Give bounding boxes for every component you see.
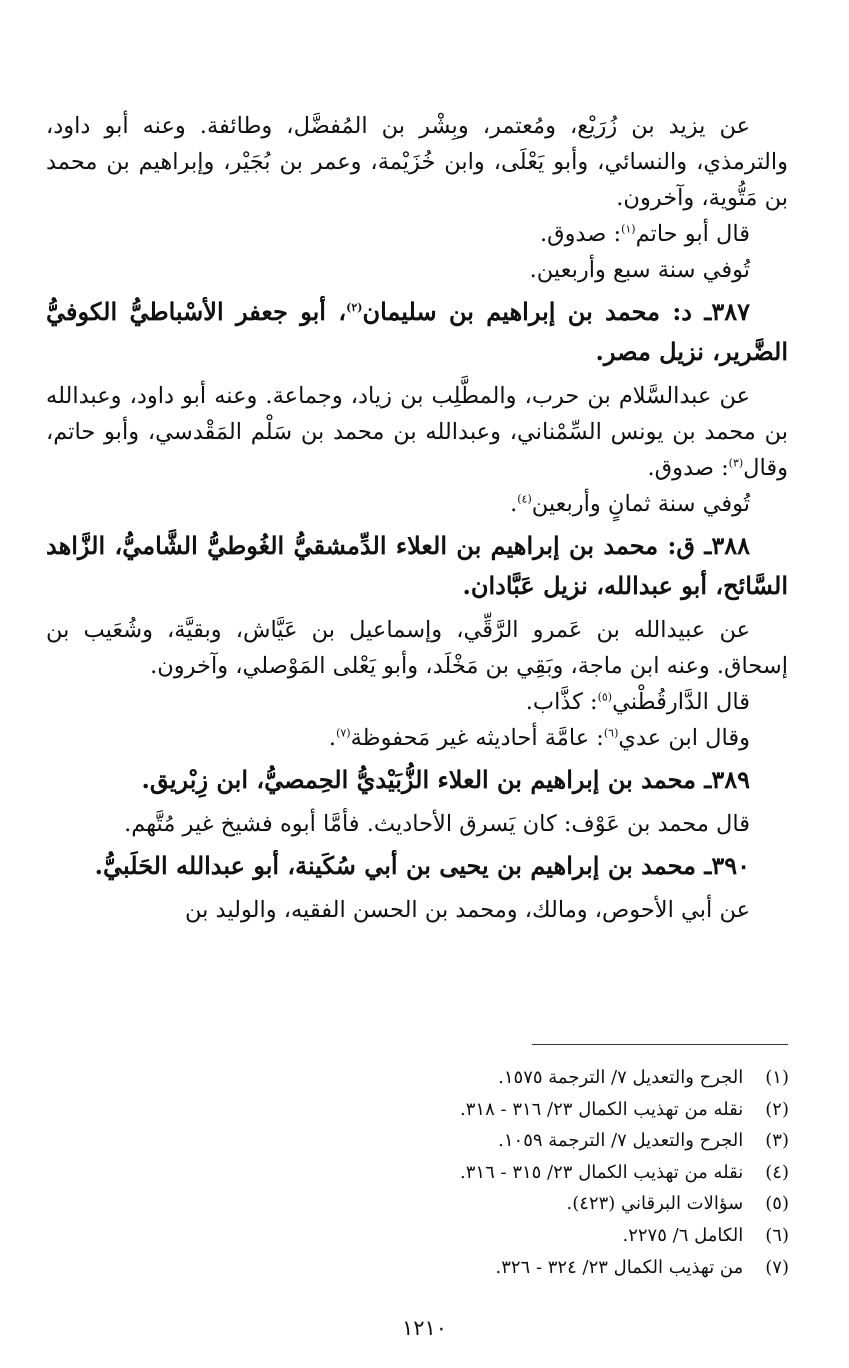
footnote-number: (٢) [765, 1098, 789, 1120]
text-run: قال الدَّارقُطْني [612, 689, 750, 715]
footnote-ref: (٦) [603, 726, 619, 740]
entry-heading: ٣٨٨ـ ق: محمد بن إبراهيم بن العلاء الدِّمشقيُّ الغُوطيُّ الشَّاميُّ، الزَّاهد السَّائح، أبو عبدالله، نزيل عَبَّادان. [46, 531, 788, 600]
text-run: : عامَّة أحاديثه غير مَحفوظة [350, 725, 604, 751]
paragraph: قال محمد بن عَوْف: كان يَسرق الأحاديث. فأمَّا أبوه فشيخ غير مُتَّهم. [124, 811, 750, 837]
text-run: : كذَّاب. [525, 689, 598, 715]
footnote [229, 1062, 789, 1094]
footnote-number: (١) [765, 1067, 789, 1088]
entry-heading [46, 292, 788, 372]
footnote-number: (٥) [765, 1193, 789, 1215]
footnote-ref: (٤) [517, 492, 532, 506]
text-run: ، أبو جعفر الأسْباطيُّ الكوفيُّ الضَّرير، نزيل مصر. [46, 297, 788, 366]
text-run: . [328, 725, 337, 751]
text-run: . [510, 491, 518, 517]
footnote-ref: (٢) [346, 301, 363, 314]
text-run: تُوفي سنة ثمانٍ وأربعين [531, 491, 750, 517]
footnote-ref: (٣) [728, 456, 744, 470]
footnote-text: الكامل ٦/ ٢٢٧٥. [622, 1224, 744, 1246]
footnote [229, 1094, 789, 1126]
footnote-number: (٤) [765, 1161, 789, 1183]
paragraph [46, 216, 788, 252]
footnote-text: نقله من تهذيب الكمال ٢٣/ ٣١٦ - ٣١٨. [460, 1098, 744, 1120]
text-run: ٣٨٧ـ د: محمد بن إبراهيم بن سليمان [362, 297, 750, 326]
footnote-text: الجرح والتعديل ٧/ الترجمة ١٥٧٥. [498, 1067, 744, 1088]
paragraph [46, 486, 788, 522]
paragraph: تُوفي سنة سبع وأربعين. [529, 257, 750, 283]
main-text [46, 108, 788, 928]
footnote [229, 1125, 789, 1157]
footnote-text: نقله من تهذيب الكمال ٢٣/ ٣١٥ - ٣١٦. [460, 1161, 744, 1183]
footnote-ref: (٧) [336, 726, 351, 740]
page-number: ١٢١٠ [401, 1316, 448, 1340]
footnote-text: من تهذيب الكمال ٢٣/ ٣٢٤ - ٣٢٦. [495, 1256, 744, 1278]
paragraph: عن أبي الأحوص، ومالك، ومحمد بن الحسن الفقيه، والوليد بن [184, 897, 750, 923]
paragraph: عن يزيد بن زُرَيْع، ومُعتمر، وبِشْر بن المُفضَّل، وطائفة. وعنه أبو داود، والترمذي، والنسائي، وأبو يَعْلَى، وابن خُزَيْمة، وعمر بن بُجَيْر، وإبراهيم بن محمد بن مَتُّوية، وآخرون. [46, 113, 788, 211]
text-run: وقال ابن عدي [618, 725, 750, 751]
entry-heading: ٣٩٠ـ محمد بن إبراهيم بن يحيى بن أبي سُكَينة، أبو عبدالله الحَلَبيُّ. [94, 851, 750, 880]
text-run: قال أبو حاتم [635, 221, 750, 247]
footnote-ref: (٥) [597, 690, 613, 704]
footnote [229, 1220, 789, 1252]
text-run: : صدوق. [539, 221, 622, 247]
paragraph [46, 684, 788, 720]
footnote [229, 1252, 789, 1284]
footnote [229, 1188, 789, 1220]
text-run: عن عبدالسَّلام بن حرب، والمطَّلِب بن زياد، وجماعة. وعنه أبو داود، وعبدالله بن محمد بن يونس السِّمْناني، وعبدالله بن محمد بن سَلْم المَقْدسي، وأبو حاتم، وقال [46, 383, 788, 481]
paragraph [46, 378, 788, 486]
text-run: : صدوق. [647, 455, 729, 481]
footnote-number: (٧) [765, 1256, 789, 1278]
footnotes [229, 1062, 789, 1283]
footnote-text: سؤالات البرقاني (٤٢٣). [566, 1193, 744, 1215]
paragraph: عن عبيدالله بن عَمرو الرَّقِّي، وإسماعيل بن عَيَّاش، وبقيَّة، وشُعَيب بن إسحاق. وعنه ابن ماجة، وبَقِي بن مَخْلَد، وأبو يَعْلى المَوْصلي، وآخرون. [46, 617, 788, 679]
footnote-number: (٣) [765, 1130, 789, 1152]
footnote-divider [532, 1044, 788, 1045]
footnote-ref: (١) [621, 222, 636, 236]
paragraph [46, 720, 788, 756]
footnote-number: (٦) [765, 1224, 789, 1246]
entry-heading: ٣٨٩ـ محمد بن إبراهيم بن العلاء الزُّبَيْديُّ الحِمصيُّ، ابن زِبْريق. [141, 765, 750, 794]
footnote [229, 1157, 789, 1189]
footnote-text: الجرح والتعديل ٧/ الترجمة ١٠٥٩. [498, 1130, 744, 1152]
